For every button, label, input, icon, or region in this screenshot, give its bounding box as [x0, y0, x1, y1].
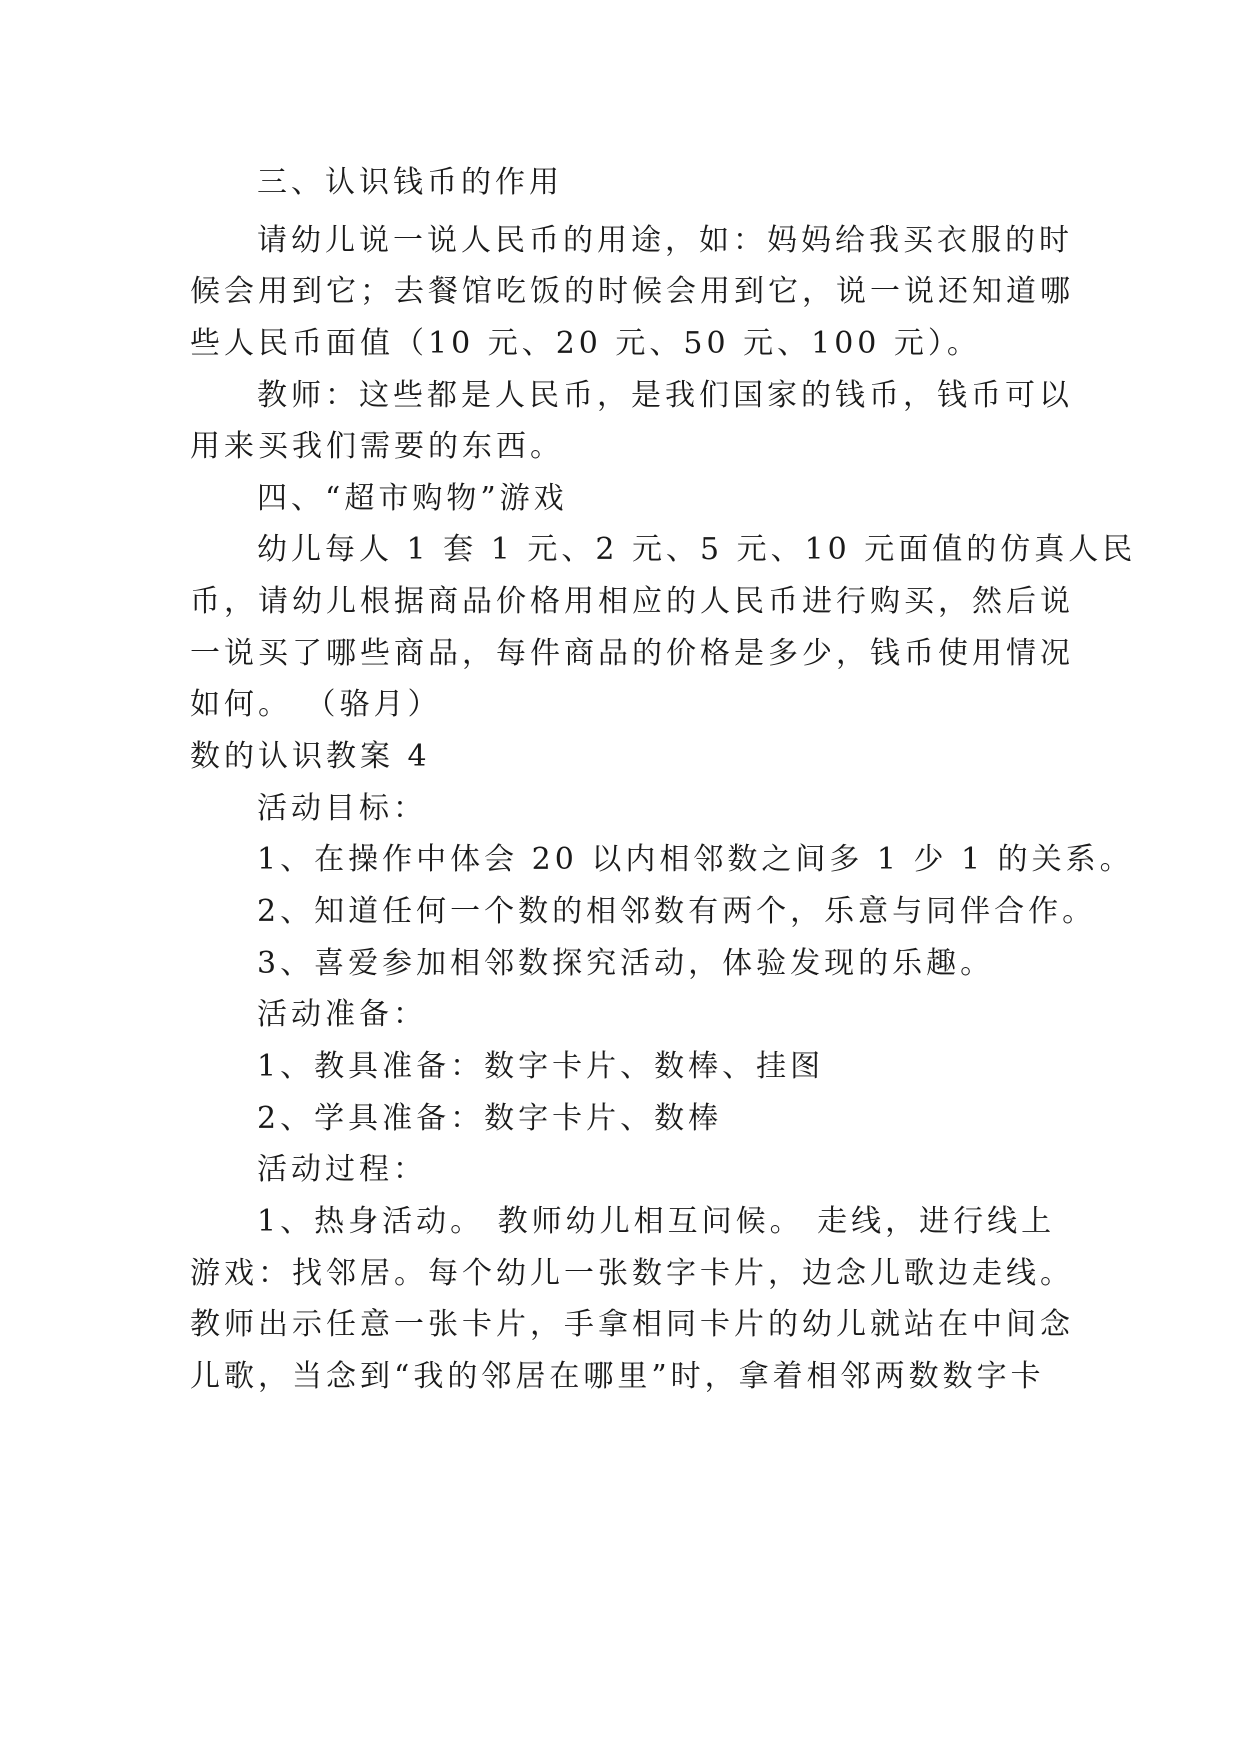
paragraph-line: 游戏：找邻居。每个幼儿一张数字卡片，边念儿歌边走线。 [190, 1256, 1074, 1291]
paragraph-line: 币，请幼儿根据商品价格用相应的人民币进行购买，然后说 [190, 584, 1074, 619]
list-item: 2、学具准备：数字卡片、数棒 [257, 1101, 723, 1136]
paragraph-line: 些人民币面值（10 元、20 元、50 元、100 元）。 [190, 326, 981, 361]
document-title: 数的认识教案 4 [190, 739, 431, 774]
paragraph-line: 幼儿每人 1 套 1 元、2 元、5 元、10 元面值的仿真人民 [257, 532, 1137, 567]
list-item: 1、教具准备：数字卡片、数棒、挂图 [257, 1049, 825, 1084]
list-item: 2、知道任何一个数的相邻数有两个，乐意与同伴合作。 [257, 894, 1097, 929]
section-heading-supermarket-game: 四、“超市购物”游戏 [257, 481, 568, 516]
subheading-activity-process: 活动过程： [257, 1152, 427, 1187]
paragraph-line: 请幼儿说一说人民币的用途，如：妈妈给我买衣服的时 [257, 223, 1073, 258]
section-heading-currency-use: 三、认识钱币的作用 [257, 165, 563, 200]
paragraph-line: 用来买我们需要的东西。 [190, 429, 564, 464]
list-item: 1、在操作中体会 20 以内相邻数之间多 1 少 1 的关系。 [257, 842, 1134, 877]
paragraph-line: 儿歌，当念到“我的邻居在哪里”时，拿着相邻两数数字卡 [190, 1359, 1045, 1394]
paragraph-line: 1、热身活动。 教师幼儿相互问候。 走线，进行线上 [257, 1204, 1056, 1239]
paragraph-line: 教师：这些都是人民币，是我们国家的钱币，钱币可以 [257, 378, 1073, 413]
list-item: 3、喜爱参加相邻数探究活动，体验发现的乐趣。 [257, 946, 995, 981]
subheading-activity-goals: 活动目标： [257, 791, 427, 826]
paragraph-line: 候会用到它；去餐馆吃饭的时候会用到它，说一说还知道哪 [190, 274, 1074, 309]
paragraph-line: 如何。 （骆月） [190, 687, 442, 722]
subheading-activity-preparation: 活动准备： [257, 997, 427, 1032]
paragraph-line: 教师出示任意一张卡片，手拿相同卡片的幼儿就站在中间念 [190, 1307, 1074, 1342]
paragraph-line: 一说买了哪些商品，每件商品的价格是多少，钱币使用情况 [190, 636, 1074, 671]
